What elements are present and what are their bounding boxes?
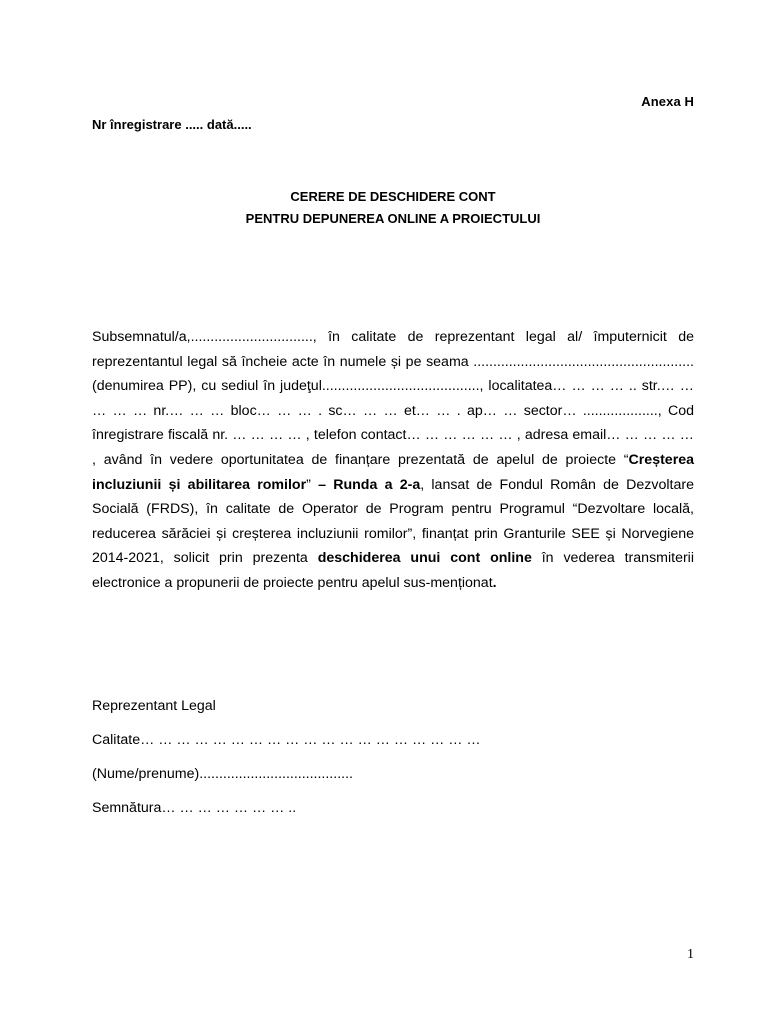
paragraph-bold-period: . (492, 574, 497, 591)
paragraph-bold-call-name: Creșterea incluziunii și abilitarea romilor (92, 451, 694, 493)
paragraph-bold-round: – Runda a 2-a (318, 476, 421, 493)
page-number: 1 (687, 947, 694, 962)
representative-label: Reprezentant Legal (92, 698, 216, 714)
paragraph-text-2: ” (306, 476, 319, 493)
name-field: (Nume/prenume)....................................... (92, 766, 353, 782)
title-line-2: PENTRU DEPUNEREA ONLINE A PROIECTULUI (245, 211, 541, 226)
signature-block (92, 694, 694, 830)
paragraph-text-1: Subsemnatul/a,..............................., în calitate de reprezentant legal al/ împuternicit de reprezentantul legal să încheie acte în numele și pe seama ........................................................ (denumirea PP), cu sediul în judeţul........................................, localitatea… … … … .. str.… … … … … nr.… … … bloc… … … . sc… … … et… … . ap… … sector… ..................., Cod înregistrare fiscală nr. … … … … , telefon contact… … … … … … , adresa email… … … … … , având în vedere oportunitatea de finanțare prezentată de apelul de proiecte “ (92, 329, 694, 468)
paragraph-text-3: , lansat de Fondul Român de Dezvoltare Socială (FRDS), în calitate de Operator de Program pentru Programul “Dezvoltare locală, reducerea sărăciei și creșterea incluziunii romilor”, finanțat prin Granturile SEE și Norvegiene 2014-2021, solicit prin prezenta (92, 476, 694, 567)
signature-field: Semnătura… … … … … … … .. (92, 800, 297, 816)
annex-label: Anexa H (641, 94, 694, 109)
document-title (92, 186, 694, 230)
title-line-1: CERERE DE DESCHIDERE CONT (290, 189, 496, 204)
paragraph-bold-request: deschiderea unui cont online (317, 550, 532, 567)
role-field: Calitate… … … … … … … … … … … … … … … … … … … (92, 732, 481, 748)
paragraph-text-4: în vederea transmiterii electronice a propunerii de proiecte pentru apelul sus-menționat (92, 550, 694, 591)
request-paragraph (92, 325, 694, 596)
registration-line: Nr înregistrare ..... dată..... (92, 117, 252, 132)
